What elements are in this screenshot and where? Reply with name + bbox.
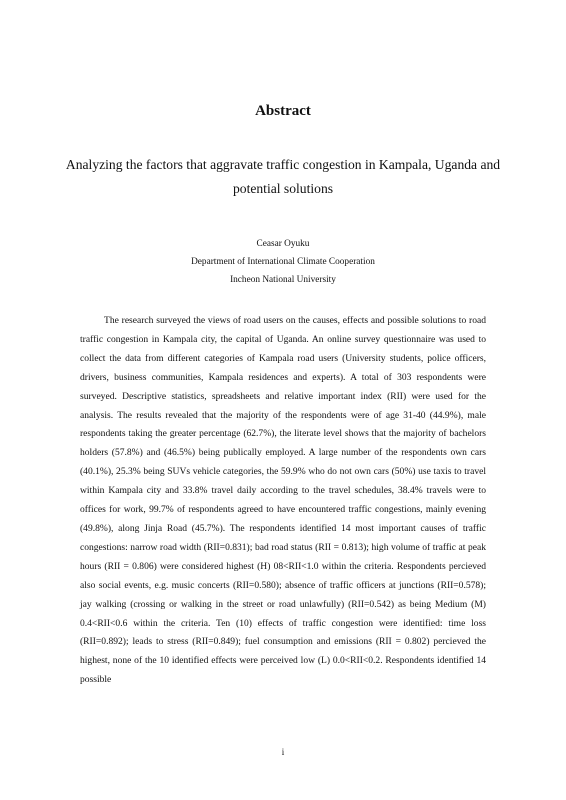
abstract-body: The research surveyed the views of road users on the causes, effects and possible solutions to road traffic congestion in Kampala city, the capital of Uganda. An online survey questionnaire was used to collect the data from different categories of Kampala road users (University students, police officers, drivers, business communities, Kampala residences and experts). A total of 303 respondents were surveyed. Descriptive statistics, spreadsheets and relative important index (RII) were used for the analysis. The results revealed that the majority of the respondents were of age 31-40 (44.9%), male respondents taking the greater percentage (62.7%), the literate level shows that the majority of bachelors holders (57.8%) and (46.5%) being publically employed. A large number of the respondents own cars (40.1%), 25.3% being SUVs vehicle categories, the 59.9% who do not own cars (50%) use taxis to travel within Kampala city and 33.8% travel daily according to the travel schedules, 38.4% travels were to offices for work, 99.7% of respondents agreed to have encountered traffic congestions, mainly evening (49.8%), along Jinja Road (45.7%). The respondents identified 14 most important causes of traffic congestions: narrow road width (RII=0.831); bad road status (RII = 0.813); high volume of traffic at peak hours (RII = 0.806) were considered highest (H) 08<RII<1.0 within the criteria. Respondents percieved also social events, e.g. music concerts (RII=0.580); absence of traffic officers at junctions (RII=0.578); jay walking (crossing or walking in the street or road unlawfully) (RII=0.542) as being Medium (M) 0.4<RII<0.6 within the criteria. Ten (10) effects of traffic congestion were identified: time loss (RII=0.892); leads to stress (RII=0.849); fuel consumption and emissions (RII = 0.802) percieved the highest, none of the 10 identified effects were perceived low (L) 0.0<RII<0.2. Respondents identified 14 possible	[80, 315, 486, 686]
author-university: Incheon National University	[230, 275, 336, 285]
page-number: i	[281, 747, 285, 757]
thesis-title: Analyzing the factors that aggravate traffic congestion in Kampala, Uganda and potential solutions	[65, 157, 501, 196]
author-block	[0, 235, 566, 289]
author-department: Department of International Climate Cooperation	[191, 257, 375, 267]
abstract-heading: Abstract	[255, 103, 311, 119]
author-name: Ceasar Oyuku	[256, 239, 310, 249]
